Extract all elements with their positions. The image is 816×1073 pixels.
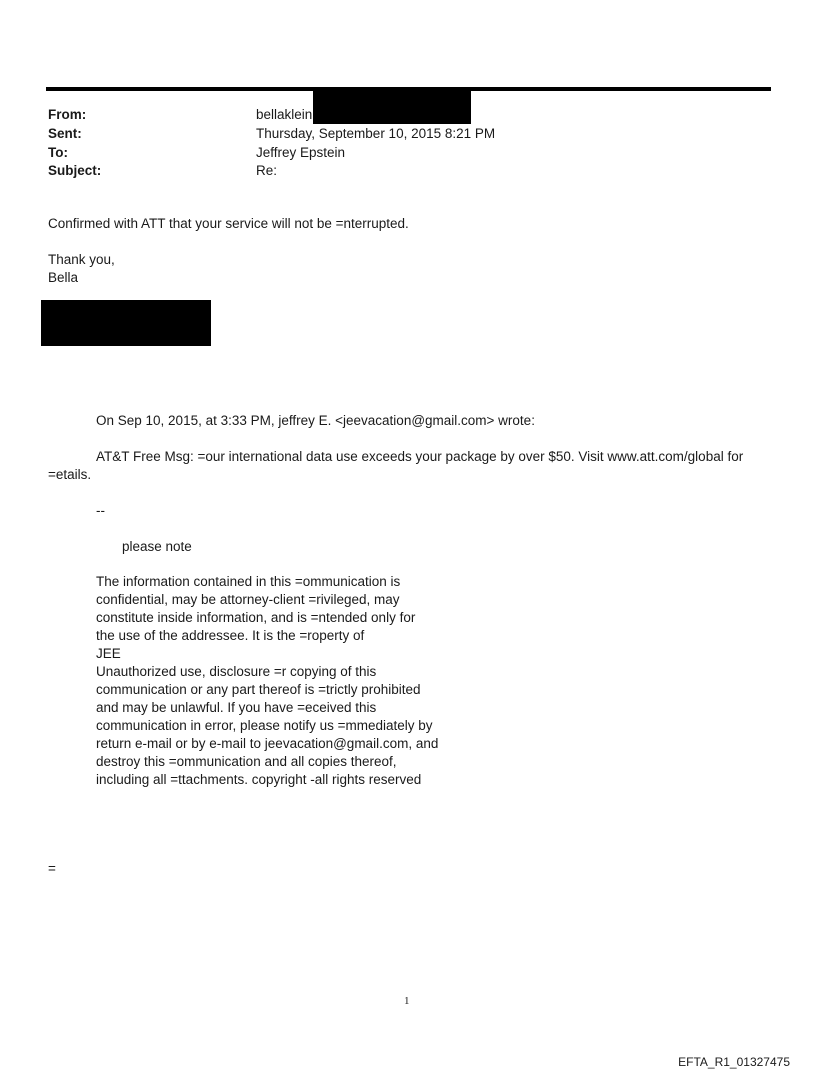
document-id: EFTA_R1_01327475 — [678, 1055, 790, 1069]
sent-value: Thursday, September 10, 2015 8:21 PM — [256, 126, 496, 141]
body-line: Confirmed with ATT that your service will not be =nterrupted. — [48, 216, 409, 231]
signature-dashes: -- — [96, 503, 105, 518]
to-value: Jeffrey Epstein — [256, 145, 346, 160]
body-signature: Bella — [48, 270, 79, 285]
quoted-intro: On Sep 10, 2015, at 3:33 PM, jeffrey E. <jeevacation@gmail.com> wrote: — [96, 413, 535, 428]
disclaimer-line: and may be unlawful. If you have =eceived this — [96, 700, 377, 715]
page-number: 1 — [404, 995, 410, 1007]
disclaimer-line: communication in error, please notify us =mmediately by — [96, 718, 433, 733]
disclaimer-line: Unauthorized use, disclosure =r copying of this — [96, 664, 377, 679]
disclaimer-paragraph — [96, 573, 438, 789]
redaction-block — [41, 300, 211, 346]
please-note: please note — [122, 539, 192, 554]
from-value: bellaklein — [256, 107, 313, 122]
disclaimer-line: the use of the addressee. It is the =roperty of — [96, 628, 365, 643]
disclaimer-line: confidential, may be attorney-client =rivileged, may — [96, 592, 400, 607]
from-label: From: — [48, 107, 87, 122]
disclaimer-line: communication or any part thereof is =trictly prohibited — [96, 682, 421, 697]
redaction-block — [313, 91, 471, 124]
sent-label: Sent: — [48, 126, 82, 141]
trailing-equals: = — [48, 861, 56, 876]
body-thanks: Thank you, — [48, 252, 115, 267]
subject-label: Subject: — [48, 163, 102, 178]
att-message-line: =etails. — [48, 467, 92, 482]
att-message-line: AT&T Free Msg: =our international data use exceeds your package by over $50. Visit www.att.com/global for — [96, 449, 744, 464]
disclaimer-line: constitute inside information, and is =ntended only for — [96, 610, 416, 625]
disclaimer-line: The information contained in this =ommunication is — [96, 574, 401, 589]
disclaimer-line: including all =ttachments. copyright -all rights reserved — [96, 772, 422, 787]
to-label: To: — [48, 145, 68, 160]
disclaimer-line: return e-mail or by e-mail to jeevacation@gmail.com, and — [96, 736, 439, 751]
disclaimer-line: JEE — [96, 646, 121, 661]
subject-value: Re: — [256, 163, 278, 178]
disclaimer-line: destroy this =ommunication and all copies thereof, — [96, 754, 397, 769]
